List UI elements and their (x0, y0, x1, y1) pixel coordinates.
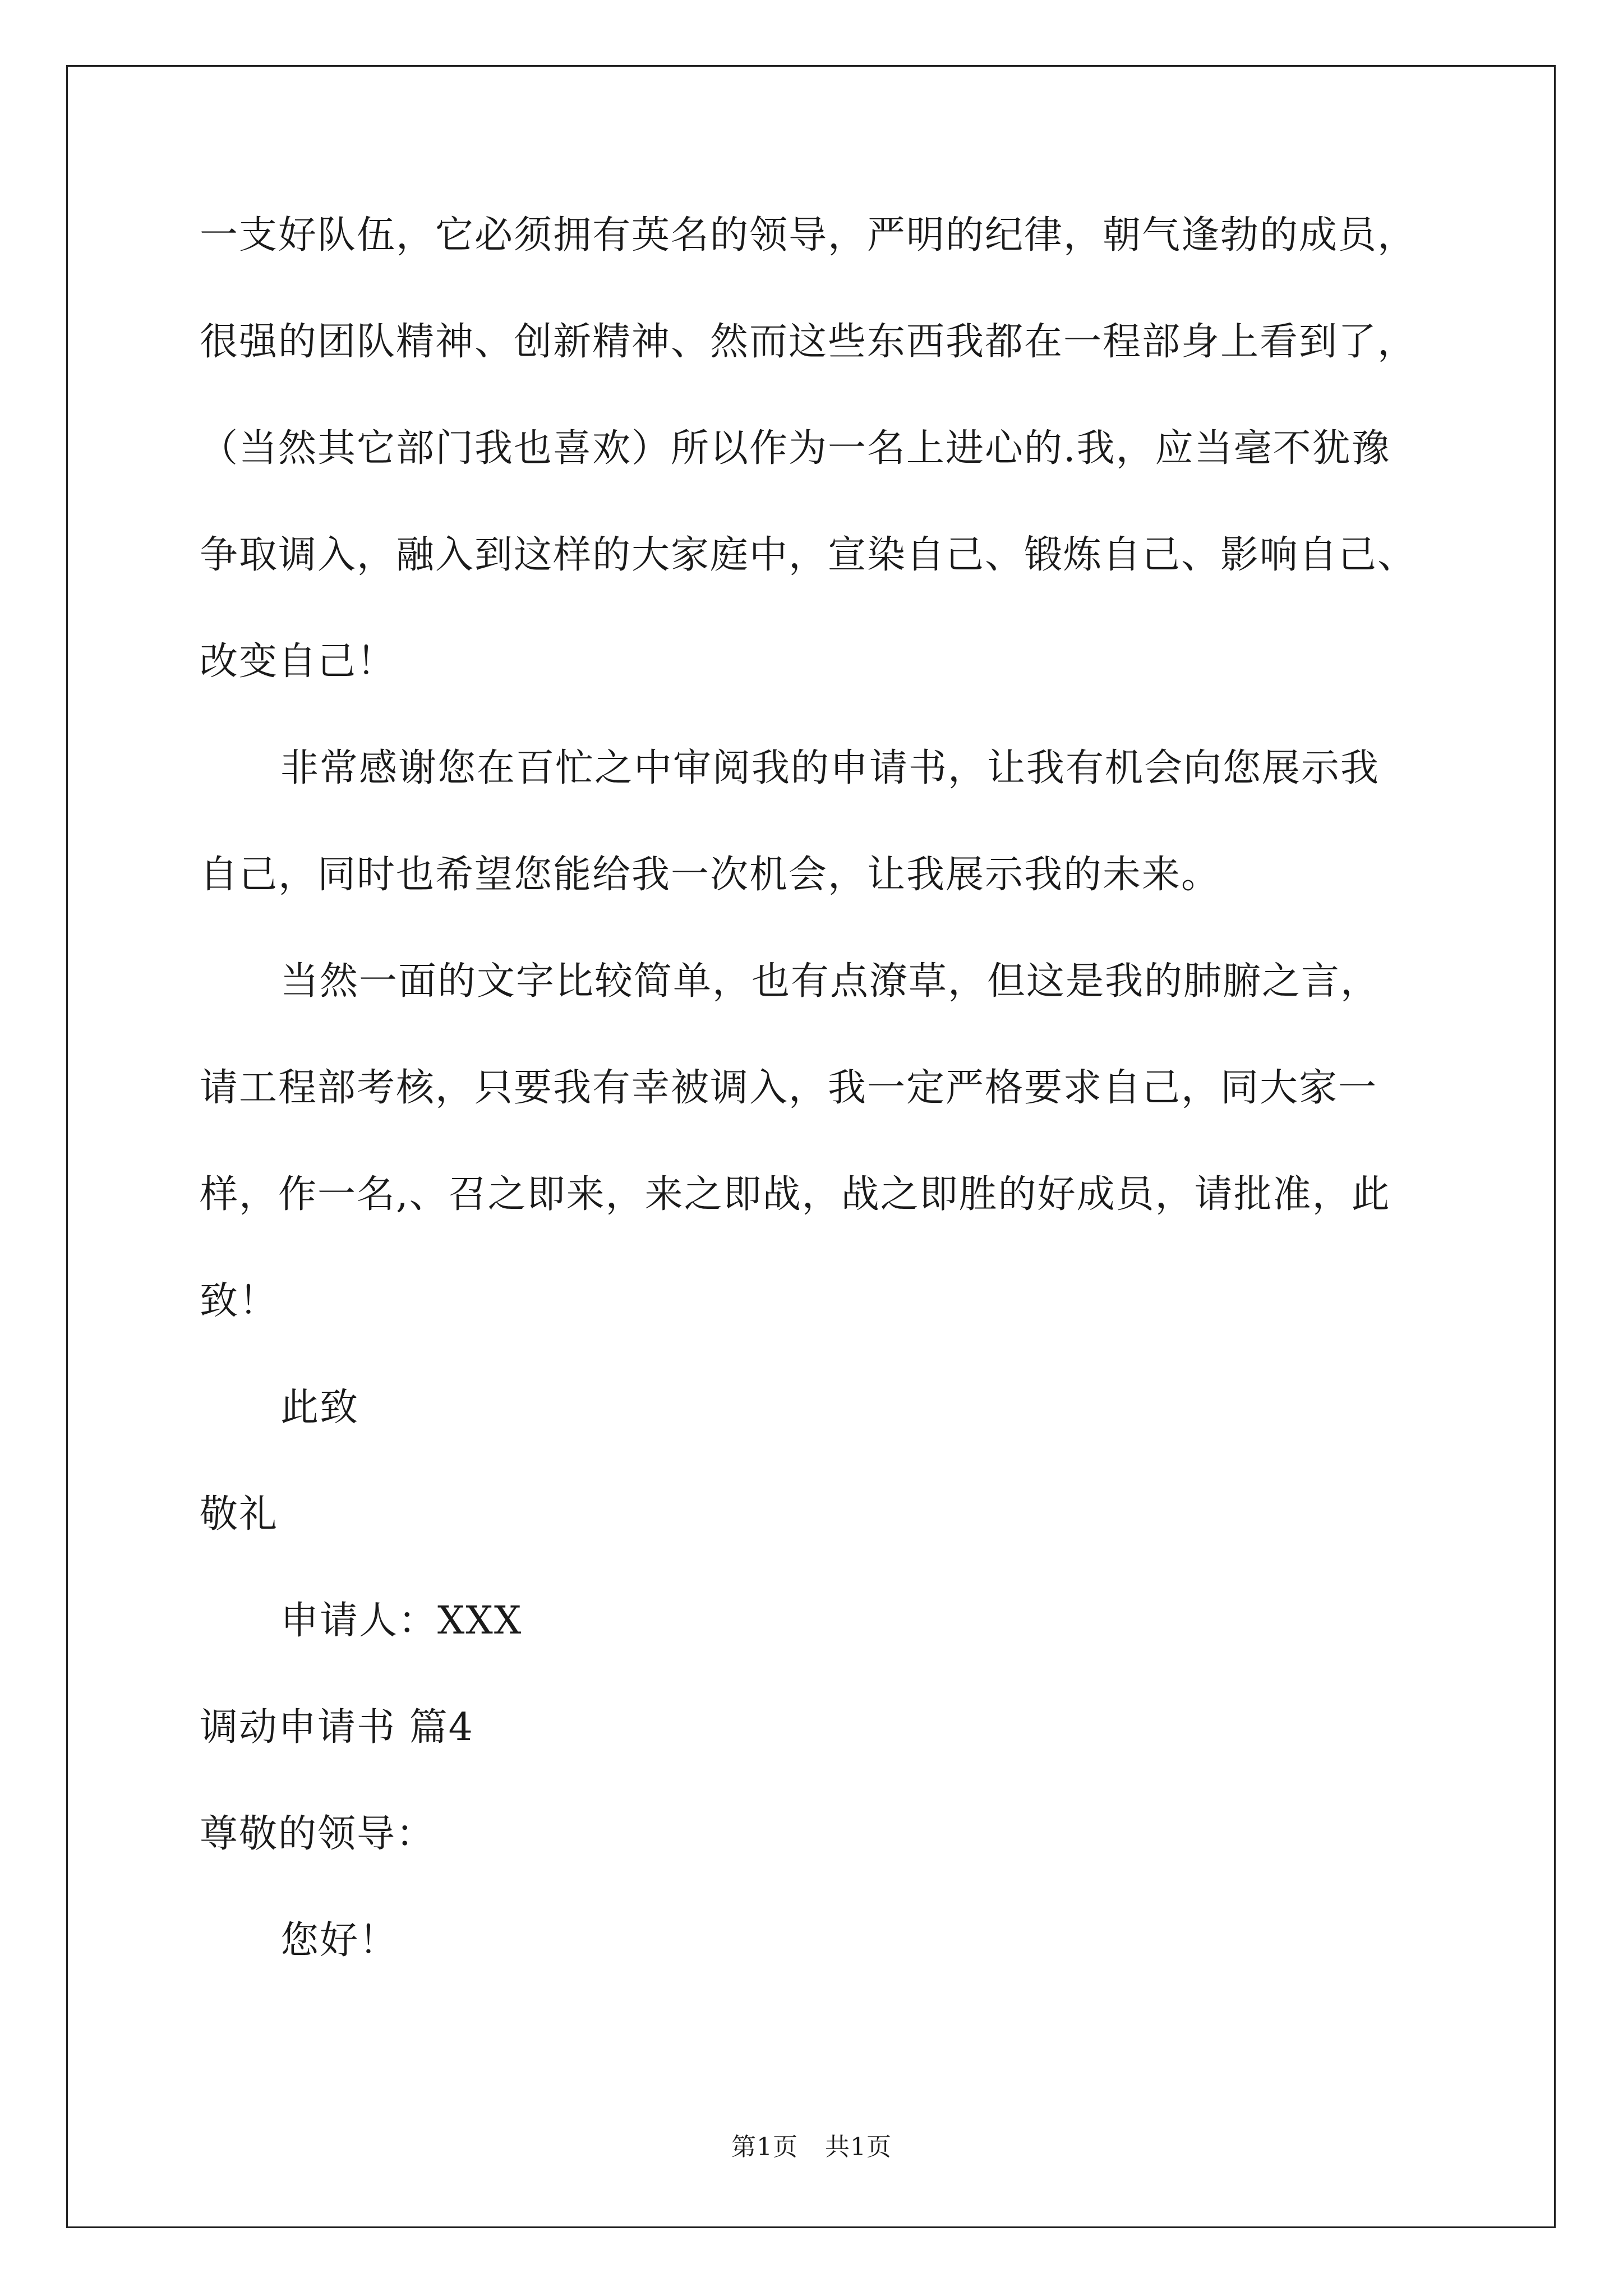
page-total: 共1页 (825, 2133, 892, 2161)
body-line-6: 非常感谢您在百忙之中审阅我的申请书，让我有机会向您展示我 (280, 746, 1380, 790)
body-line-2: 很强的团队精神、创新精神、然而这些东西我都在一程部身上看到了， (200, 320, 1417, 364)
page-number: 第1页 (731, 2133, 798, 2161)
body-line-7: 自己，同时也希望您能给我一次机会，让我展示我的未来。 (200, 853, 1221, 897)
page-frame (66, 65, 1556, 2228)
body-line-4: 争取调入，融入到这样的大家庭中，宣染自己、锻炼自己、影响自己、 (200, 533, 1417, 577)
greeting-recipient: 尊敬的领导： (200, 1812, 436, 1856)
applicant-signature: 申请人：XXX (280, 1599, 523, 1643)
body-line-5: 改变自己！ (200, 639, 396, 684)
page-footer (0, 2132, 1623, 2163)
body-line-3: （当然其它部门我也喜欢）所以作为一名上进心的.我，应当毫不犹豫 (200, 426, 1391, 471)
body-line-1: 一支好队伍，它必须拥有英名的领导，严明的纪律，朝气逢勃的成员， (200, 213, 1417, 257)
closing-regards: 敬礼 (200, 1492, 279, 1536)
greeting-hello: 您好！ (280, 1918, 399, 1963)
body-line-9: 请工程部考核，只要我有幸被调入，我一定严格要求自己，同大家一 (200, 1066, 1378, 1110)
closing-salutation: 此致 (280, 1386, 359, 1430)
body-line-11: 致！ (200, 1279, 279, 1323)
body-line-8: 当然一面的文字比较简单，也有点潦草，但这是我的肺腑之言， (280, 959, 1380, 1004)
body-line-10: 样，作一名,、召之即来，来之即战，战之即胜的好成员，请批准，此 (200, 1172, 1391, 1217)
section-heading: 调动申请书 篇4 (200, 1705, 474, 1750)
